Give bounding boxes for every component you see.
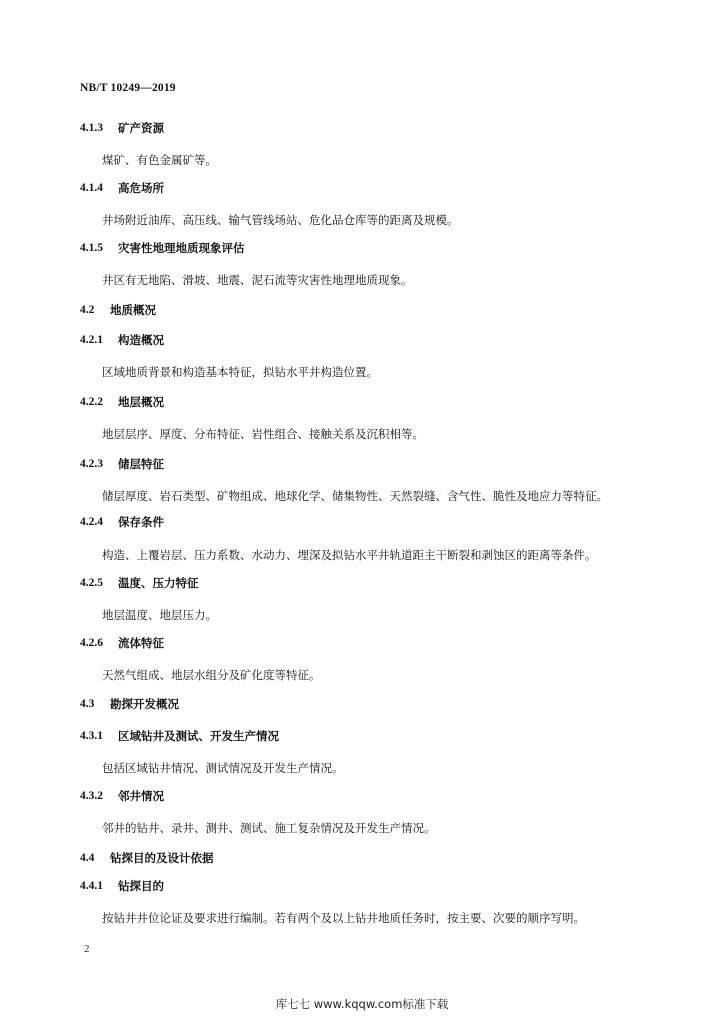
paragraph: 邻井的钻井、录井、测井、测试、施工复杂情况及开发生产情况。 [102,821,436,835]
paragraph-line [0,545,724,565]
section-number: 4.1.4 [80,182,103,194]
page-number: 2 [84,943,90,955]
section-title: 区域钻井及测试、开发生产情况 [118,729,279,743]
section-title: 邻井情况 [118,789,164,803]
paragraph: 储层厚度、岩石类型、矿物组成、地球化学、储集物性、天然裂缝、含气性、脆性及地应力等特征。 [102,489,608,503]
section-heading [0,848,724,868]
section-title: 储层特征 [118,457,164,471]
paragraph-line [0,818,724,838]
section-title: 高危场所 [118,181,164,195]
section-number: 4.1.3 [80,122,103,134]
paragraph-line [0,270,724,290]
section-number: 4.2.2 [80,396,103,408]
section-number: 4.2.3 [80,458,103,470]
section-number: 4.3 [80,698,95,710]
section-number: 4.3.2 [80,790,103,802]
section-title: 勘探开发概况 [110,697,179,711]
paragraph-line [0,486,724,506]
section-title: 钻探目的及设计依据 [110,851,214,865]
section-number: 4.3.1 [80,730,103,742]
paragraph: 地层层序、厚度、分布特征、岩性组合、接触关系及沉积相等。 [102,427,424,441]
section-heading [0,330,724,350]
section-title: 钻探目的 [118,879,164,893]
section-heading [0,118,724,138]
paragraph: 按钻井井位论证及要求进行编制。若有两个及以上钻井地质任务时，按主要、次要的顺序写明。 [102,911,585,925]
section-number: 4.2.1 [80,334,103,346]
section-heading [0,726,724,746]
section-title: 保存条件 [118,515,164,529]
paragraph-line [0,908,724,928]
paragraph: 包括区域钻井情况、测试情况及开发生产情况。 [102,761,344,775]
paragraph-line [0,424,724,444]
section-number: 4.2 [80,304,95,316]
section-heading [0,512,724,532]
section-heading [0,238,724,258]
paragraph: 井区有无地陷、滑坡、地震、泥石流等灾害性地理地质现象。 [102,273,413,287]
section-heading [0,694,724,714]
paragraph: 井场附近油库、高压线、输气管线场站、危化品仓库等的距离及规模。 [102,213,459,227]
paragraph-line [0,362,724,382]
section-heading [0,633,724,653]
watermark-footer: 库七七 www.kqqw.com标准下载 [275,997,449,1011]
section-title: 矿产资源 [118,121,164,135]
paragraph-line [0,150,724,170]
section-number: 4.4.1 [80,880,103,892]
paragraph: 区域地质背景和构造基本特征，拟钻水平井构造位置。 [102,365,378,379]
section-number: 4.4 [80,852,95,864]
paragraph-line [0,665,724,685]
section-heading [0,392,724,412]
paragraph: 天然气组成、地层水组分及矿化度等特征。 [102,668,321,682]
section-title: 温度、压力特征 [118,576,199,590]
paragraph: 地层温度、地层压力。 [102,608,217,622]
paragraph-line [0,758,724,778]
section-title: 地质概况 [110,303,156,317]
section-heading [0,786,724,806]
section-heading [0,178,724,198]
section-heading [0,573,724,593]
section-title: 灾害性地理地质现象评估 [118,241,245,255]
section-number: 4.1.5 [80,242,103,254]
section-number: 4.2.6 [80,637,103,649]
paragraph: 构造、上覆岩层、压力系数、水动力、埋深及拟钻水平井轨道距主干断裂和剥蚀区的距离等条件。 [102,548,597,562]
section-number: 4.2.5 [80,577,103,589]
section-heading [0,876,724,896]
section-number: 4.2.4 [80,516,103,528]
section-heading [0,300,724,320]
paragraph: 煤矿、有色金属矿等。 [102,153,217,167]
section-title: 流体特征 [118,636,164,650]
section-title: 构造概况 [118,333,164,347]
section-title: 地层概况 [118,395,164,409]
paragraph-line [0,605,724,625]
paragraph-line [0,210,724,230]
standard-code-header: NB/T 10249—2019 [80,82,176,94]
section-heading [0,454,724,474]
